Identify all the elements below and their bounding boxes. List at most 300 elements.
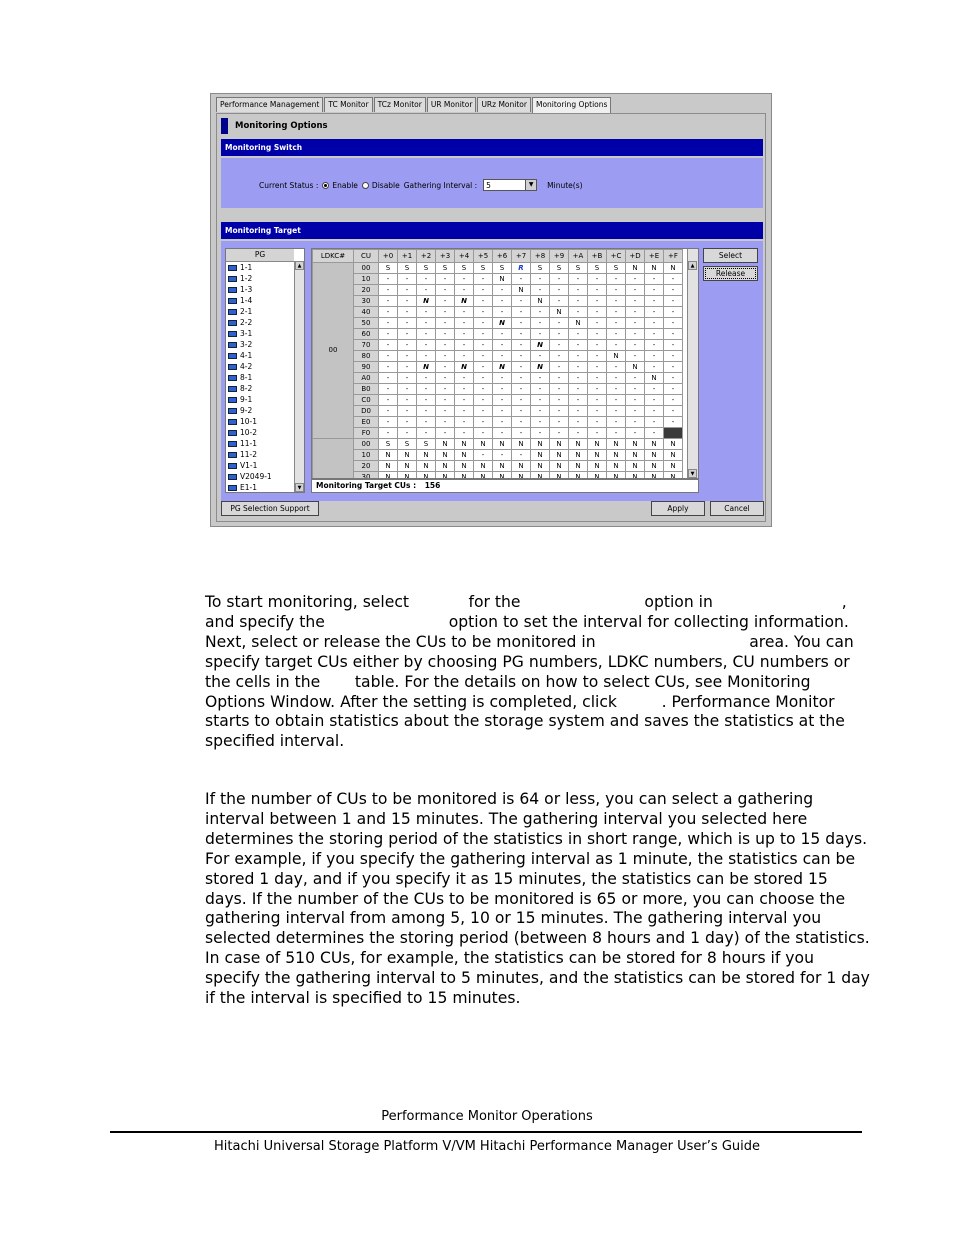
cu-cell[interactable]: - bbox=[436, 329, 455, 340]
cu-header-cell[interactable]: 60 bbox=[354, 329, 379, 340]
scroll-up-icon[interactable]: ▲ bbox=[295, 261, 304, 270]
cu-cell[interactable]: N bbox=[455, 362, 474, 373]
cu-cell[interactable]: S bbox=[455, 263, 474, 274]
cu-cell[interactable]: - bbox=[417, 351, 436, 362]
cu-cell[interactable]: S bbox=[493, 263, 512, 274]
cu-cell[interactable]: - bbox=[607, 428, 626, 439]
cu-cell[interactable]: - bbox=[436, 318, 455, 329]
cu-cell[interactable]: - bbox=[474, 307, 493, 318]
cu-cell[interactable]: N bbox=[569, 450, 588, 461]
cu-cell[interactable]: N bbox=[379, 450, 398, 461]
cu-cell[interactable]: - bbox=[626, 417, 645, 428]
cu-cell[interactable]: N bbox=[645, 373, 664, 384]
cu-cell[interactable]: N bbox=[531, 472, 550, 480]
grid-column-header[interactable]: +6 bbox=[493, 250, 512, 263]
cu-cell[interactable]: - bbox=[645, 417, 664, 428]
cu-cell[interactable]: - bbox=[550, 384, 569, 395]
cu-cell[interactable]: N bbox=[436, 461, 455, 472]
cu-cell[interactable]: - bbox=[626, 296, 645, 307]
cu-cell[interactable]: - bbox=[626, 428, 645, 439]
cu-cell[interactable]: - bbox=[645, 274, 664, 285]
cu-cell[interactable]: N bbox=[398, 450, 417, 461]
pg-list-item[interactable] bbox=[226, 471, 304, 482]
pg-list[interactable] bbox=[225, 248, 305, 493]
cu-cell[interactable]: - bbox=[664, 384, 683, 395]
cu-cell[interactable]: N bbox=[588, 472, 607, 480]
cu-cell[interactable]: - bbox=[645, 362, 664, 373]
cu-cell[interactable]: - bbox=[512, 351, 531, 362]
scroll-down-icon[interactable]: ▼ bbox=[688, 469, 697, 478]
cu-cell[interactable]: - bbox=[512, 340, 531, 351]
cu-cell[interactable]: S bbox=[436, 263, 455, 274]
cu-cell[interactable]: - bbox=[550, 285, 569, 296]
cu-cell[interactable]: N bbox=[436, 439, 455, 450]
cu-cell[interactable]: - bbox=[569, 285, 588, 296]
cu-cell[interactable]: - bbox=[569, 428, 588, 439]
cu-cell[interactable]: - bbox=[474, 384, 493, 395]
pg-list-item[interactable] bbox=[226, 339, 304, 350]
pg-list-item[interactable] bbox=[226, 306, 304, 317]
cu-cell[interactable]: S bbox=[379, 439, 398, 450]
cu-cell[interactable]: - bbox=[493, 428, 512, 439]
cu-cell[interactable]: - bbox=[455, 373, 474, 384]
cu-cell[interactable]: - bbox=[455, 395, 474, 406]
cu-cell[interactable]: - bbox=[493, 296, 512, 307]
cu-cell[interactable]: S bbox=[569, 263, 588, 274]
cu-cell[interactable]: - bbox=[531, 274, 550, 285]
cu-cell[interactable]: - bbox=[474, 340, 493, 351]
cu-cell[interactable]: - bbox=[531, 417, 550, 428]
cu-cell[interactable]: - bbox=[664, 406, 683, 417]
cu-cell[interactable]: N bbox=[626, 461, 645, 472]
cu-cell[interactable]: - bbox=[455, 384, 474, 395]
cu-cell[interactable]: - bbox=[569, 406, 588, 417]
scroll-down-icon[interactable]: ▼ bbox=[295, 483, 304, 492]
cu-cell[interactable]: - bbox=[455, 285, 474, 296]
cu-cell[interactable]: N bbox=[550, 461, 569, 472]
cu-cell[interactable]: S bbox=[417, 439, 436, 450]
cu-cell[interactable]: - bbox=[588, 362, 607, 373]
cu-cell[interactable]: - bbox=[588, 274, 607, 285]
cu-cell[interactable]: - bbox=[474, 285, 493, 296]
cu-cell[interactable]: N bbox=[455, 461, 474, 472]
cu-cell[interactable]: - bbox=[512, 274, 531, 285]
cu-cell[interactable]: - bbox=[531, 285, 550, 296]
grid-column-header[interactable]: +4 bbox=[455, 250, 474, 263]
cu-cell[interactable]: - bbox=[379, 285, 398, 296]
cu-cell[interactable]: - bbox=[436, 285, 455, 296]
cu-cell[interactable]: - bbox=[588, 428, 607, 439]
cu-header-cell[interactable]: 90 bbox=[354, 362, 379, 373]
cu-cell[interactable]: N bbox=[512, 439, 531, 450]
grid-column-header[interactable]: CU bbox=[354, 250, 379, 263]
cu-cell[interactable]: - bbox=[417, 384, 436, 395]
cu-cell[interactable]: - bbox=[531, 373, 550, 384]
cu-cell[interactable]: - bbox=[474, 373, 493, 384]
cu-cell[interactable]: - bbox=[455, 351, 474, 362]
cu-cell[interactable]: N bbox=[531, 296, 550, 307]
cu-cell[interactable]: N bbox=[474, 472, 493, 480]
cu-cell[interactable]: N bbox=[588, 450, 607, 461]
chevron-down-icon[interactable]: ▼ bbox=[525, 180, 536, 190]
cu-cell[interactable]: - bbox=[398, 318, 417, 329]
cu-cell[interactable]: - bbox=[379, 329, 398, 340]
cu-cell[interactable]: N bbox=[664, 472, 683, 480]
cu-cell[interactable]: - bbox=[398, 384, 417, 395]
cu-cell[interactable]: - bbox=[607, 329, 626, 340]
pg-list-item[interactable] bbox=[226, 416, 304, 427]
cu-cell[interactable]: - bbox=[455, 406, 474, 417]
cu-cell[interactable]: N bbox=[626, 362, 645, 373]
cu-cell[interactable]: N bbox=[512, 461, 531, 472]
cu-cell[interactable]: - bbox=[588, 296, 607, 307]
cu-cell[interactable]: - bbox=[588, 285, 607, 296]
cancel-button[interactable]: Cancel bbox=[710, 501, 764, 516]
cu-cell[interactable]: - bbox=[645, 329, 664, 340]
cu-cell[interactable]: - bbox=[436, 384, 455, 395]
cu-cell[interactable]: N bbox=[531, 439, 550, 450]
cu-cell[interactable]: - bbox=[607, 384, 626, 395]
cu-cell[interactable]: - bbox=[493, 417, 512, 428]
cu-cell[interactable]: - bbox=[455, 307, 474, 318]
cu-cell[interactable]: S bbox=[531, 263, 550, 274]
pg-list-item[interactable] bbox=[226, 361, 304, 372]
cu-cell[interactable]: - bbox=[550, 406, 569, 417]
cu-cell[interactable]: - bbox=[550, 340, 569, 351]
cu-cell[interactable]: N bbox=[645, 450, 664, 461]
cu-cell[interactable]: N bbox=[436, 472, 455, 480]
grid-column-header[interactable]: +F bbox=[664, 250, 683, 263]
cu-cell[interactable]: - bbox=[379, 318, 398, 329]
cu-cell[interactable]: - bbox=[531, 406, 550, 417]
cu-cell[interactable]: N bbox=[664, 450, 683, 461]
cu-cell[interactable]: - bbox=[398, 362, 417, 373]
cu-cell[interactable]: - bbox=[512, 384, 531, 395]
cu-cell[interactable]: - bbox=[569, 373, 588, 384]
cu-cell[interactable]: N bbox=[626, 439, 645, 450]
cu-cell[interactable]: N bbox=[664, 461, 683, 472]
cu-cell[interactable]: - bbox=[550, 329, 569, 340]
cu-cell[interactable]: - bbox=[398, 274, 417, 285]
cu-cell[interactable]: N bbox=[493, 274, 512, 285]
select-button[interactable]: Select bbox=[703, 248, 758, 263]
cu-cell[interactable]: - bbox=[664, 285, 683, 296]
cu-cell[interactable]: - bbox=[398, 329, 417, 340]
cu-cell[interactable]: - bbox=[417, 285, 436, 296]
cu-cell[interactable]: - bbox=[607, 307, 626, 318]
cu-cell[interactable]: - bbox=[550, 296, 569, 307]
cu-cell[interactable] bbox=[664, 428, 683, 439]
cu-cell[interactable]: - bbox=[664, 329, 683, 340]
cu-cell[interactable]: N bbox=[569, 461, 588, 472]
cu-cell[interactable]: - bbox=[531, 318, 550, 329]
tab-ur-monitor[interactable]: UR Monitor bbox=[427, 97, 477, 112]
cu-cell[interactable]: - bbox=[398, 428, 417, 439]
tab-performance-management[interactable]: Performance Management bbox=[216, 97, 323, 112]
cu-cell[interactable]: N bbox=[474, 439, 493, 450]
pg-list-item[interactable] bbox=[226, 405, 304, 416]
pg-list-item[interactable] bbox=[226, 383, 304, 394]
cu-cell[interactable]: - bbox=[664, 373, 683, 384]
grid-column-header[interactable]: +A bbox=[569, 250, 588, 263]
cu-cell[interactable]: - bbox=[436, 395, 455, 406]
cu-cell[interactable]: - bbox=[550, 417, 569, 428]
cu-cell[interactable]: - bbox=[379, 274, 398, 285]
cu-cell[interactable]: N bbox=[607, 351, 626, 362]
cu-cell[interactable]: - bbox=[455, 428, 474, 439]
cu-cell[interactable]: - bbox=[398, 296, 417, 307]
cu-cell[interactable]: N bbox=[455, 472, 474, 480]
cu-cell[interactable]: - bbox=[569, 384, 588, 395]
cu-cell[interactable]: - bbox=[474, 395, 493, 406]
cu-header-cell[interactable]: A0 bbox=[354, 373, 379, 384]
cu-cell[interactable]: - bbox=[436, 417, 455, 428]
cu-cell[interactable]: N bbox=[531, 362, 550, 373]
apply-button[interactable]: Apply bbox=[651, 501, 705, 516]
cu-cell[interactable]: N bbox=[512, 285, 531, 296]
cu-cell[interactable]: N bbox=[531, 340, 550, 351]
cu-cell[interactable]: - bbox=[664, 307, 683, 318]
cu-cell[interactable]: - bbox=[531, 395, 550, 406]
cu-cell[interactable]: - bbox=[569, 417, 588, 428]
cu-header-cell[interactable]: 10 bbox=[354, 274, 379, 285]
cu-cell[interactable]: - bbox=[512, 318, 531, 329]
grid-column-header[interactable]: LDKC# bbox=[313, 250, 354, 263]
cu-header-cell[interactable]: C0 bbox=[354, 395, 379, 406]
cu-cell[interactable]: - bbox=[417, 406, 436, 417]
cu-cell[interactable]: - bbox=[588, 406, 607, 417]
cu-cell[interactable]: N bbox=[645, 439, 664, 450]
cu-cell[interactable]: - bbox=[531, 329, 550, 340]
pg-list-item[interactable] bbox=[226, 438, 304, 449]
cu-cell[interactable]: - bbox=[436, 340, 455, 351]
cu-cell[interactable]: S bbox=[417, 263, 436, 274]
grid-column-header[interactable]: +0 bbox=[379, 250, 398, 263]
cu-cell[interactable]: - bbox=[626, 384, 645, 395]
cu-cell[interactable]: - bbox=[664, 274, 683, 285]
cu-cell[interactable]: - bbox=[398, 395, 417, 406]
cu-cell[interactable]: - bbox=[607, 285, 626, 296]
cu-cell[interactable]: - bbox=[493, 351, 512, 362]
cu-cell[interactable]: - bbox=[607, 318, 626, 329]
cu-cell[interactable]: - bbox=[455, 329, 474, 340]
cu-cell[interactable]: - bbox=[436, 406, 455, 417]
pg-list-item[interactable] bbox=[226, 372, 304, 383]
cu-cell[interactable]: - bbox=[512, 329, 531, 340]
cu-cell[interactable]: - bbox=[455, 274, 474, 285]
ldkc-cell[interactable] bbox=[313, 439, 354, 480]
cu-cell[interactable]: N bbox=[645, 263, 664, 274]
cu-cell[interactable]: - bbox=[417, 340, 436, 351]
tab-urz-monitor[interactable]: URz Monitor bbox=[477, 97, 531, 112]
grid-column-header[interactable]: +C bbox=[607, 250, 626, 263]
cu-cell[interactable]: - bbox=[512, 307, 531, 318]
grid-column-header[interactable]: +D bbox=[626, 250, 645, 263]
cu-cell[interactable]: - bbox=[569, 395, 588, 406]
cu-cell[interactable]: - bbox=[379, 417, 398, 428]
cu-cell[interactable]: N bbox=[607, 439, 626, 450]
cu-cell[interactable]: - bbox=[512, 362, 531, 373]
gathering-interval-select[interactable] bbox=[483, 179, 537, 191]
cu-cell[interactable]: - bbox=[379, 384, 398, 395]
cu-cell[interactable]: - bbox=[664, 318, 683, 329]
cu-cell[interactable]: - bbox=[474, 450, 493, 461]
cu-cell[interactable]: N bbox=[531, 450, 550, 461]
cu-cell[interactable]: - bbox=[626, 329, 645, 340]
cu-cell[interactable]: N bbox=[474, 461, 493, 472]
cu-cell[interactable]: - bbox=[436, 351, 455, 362]
cu-cell[interactable]: S bbox=[398, 263, 417, 274]
cu-cell[interactable]: - bbox=[645, 395, 664, 406]
cu-cell[interactable]: - bbox=[379, 406, 398, 417]
cu-cell[interactable]: - bbox=[588, 340, 607, 351]
cu-cell[interactable]: N bbox=[550, 439, 569, 450]
tab-monitoring-options[interactable]: Monitoring Options bbox=[532, 97, 611, 113]
pg-list-item[interactable] bbox=[226, 394, 304, 405]
cu-cell[interactable]: - bbox=[512, 417, 531, 428]
cu-cell[interactable]: - bbox=[588, 395, 607, 406]
cu-cell[interactable]: S bbox=[588, 263, 607, 274]
cu-cell[interactable]: - bbox=[436, 428, 455, 439]
cu-cell[interactable]: S bbox=[398, 439, 417, 450]
grid-column-header[interactable]: +2 bbox=[417, 250, 436, 263]
cu-cell[interactable]: - bbox=[379, 296, 398, 307]
cu-cell[interactable]: - bbox=[569, 307, 588, 318]
disable-radio[interactable] bbox=[362, 182, 369, 189]
cu-cell[interactable]: - bbox=[569, 351, 588, 362]
cu-cell[interactable]: N bbox=[417, 362, 436, 373]
cu-cell[interactable]: N bbox=[417, 450, 436, 461]
cu-cell[interactable]: - bbox=[607, 417, 626, 428]
cu-cell[interactable]: - bbox=[493, 329, 512, 340]
cu-cell[interactable]: N bbox=[550, 307, 569, 318]
cu-cell[interactable]: - bbox=[531, 351, 550, 362]
pg-list-item[interactable] bbox=[226, 262, 304, 273]
cu-cell[interactable]: - bbox=[379, 340, 398, 351]
cu-cell[interactable]: - bbox=[417, 329, 436, 340]
cu-cell[interactable]: - bbox=[588, 318, 607, 329]
cu-cell[interactable]: - bbox=[607, 296, 626, 307]
cu-cell[interactable]: - bbox=[417, 428, 436, 439]
ldkc-cell[interactable]: 00 bbox=[313, 263, 354, 439]
cu-cell[interactable]: - bbox=[493, 340, 512, 351]
cu-cell[interactable]: - bbox=[588, 307, 607, 318]
cu-cell[interactable]: - bbox=[626, 307, 645, 318]
cu-cell[interactable]: - bbox=[550, 351, 569, 362]
cu-cell[interactable]: - bbox=[436, 307, 455, 318]
pg-list-item[interactable] bbox=[226, 273, 304, 284]
cu-cell[interactable]: - bbox=[569, 340, 588, 351]
cu-cell[interactable]: N bbox=[379, 472, 398, 480]
pg-list-item[interactable] bbox=[226, 317, 304, 328]
cu-cell[interactable]: - bbox=[569, 329, 588, 340]
cu-cell[interactable]: N bbox=[550, 450, 569, 461]
cu-cell[interactable]: - bbox=[436, 274, 455, 285]
cu-cell[interactable]: - bbox=[588, 351, 607, 362]
cu-cell[interactable]: - bbox=[512, 428, 531, 439]
cu-cell[interactable]: - bbox=[455, 318, 474, 329]
pg-list-item[interactable] bbox=[226, 284, 304, 295]
cu-cell[interactable]: N bbox=[398, 472, 417, 480]
cu-cell[interactable]: - bbox=[588, 417, 607, 428]
tab-tcz-monitor[interactable]: TCz Monitor bbox=[374, 97, 426, 112]
cu-cell[interactable]: - bbox=[588, 329, 607, 340]
cu-cell[interactable]: - bbox=[626, 340, 645, 351]
cu-cell[interactable]: - bbox=[493, 285, 512, 296]
cu-cell[interactable]: N bbox=[626, 472, 645, 480]
cu-cell[interactable]: N bbox=[493, 439, 512, 450]
cu-cell[interactable]: - bbox=[607, 362, 626, 373]
cu-cell[interactable]: - bbox=[531, 307, 550, 318]
cu-cell[interactable]: - bbox=[417, 318, 436, 329]
cu-cell[interactable]: - bbox=[379, 351, 398, 362]
cu-cell[interactable]: N bbox=[417, 461, 436, 472]
cu-cell[interactable]: - bbox=[550, 274, 569, 285]
cu-cell[interactable]: - bbox=[417, 274, 436, 285]
cu-cell[interactable]: - bbox=[626, 274, 645, 285]
cu-cell[interactable]: - bbox=[626, 395, 645, 406]
cu-cell[interactable]: - bbox=[474, 351, 493, 362]
cu-header-cell[interactable]: 40 bbox=[354, 307, 379, 318]
cu-cell[interactable]: N bbox=[455, 296, 474, 307]
cu-cell[interactable]: - bbox=[664, 395, 683, 406]
cu-cell[interactable]: - bbox=[550, 395, 569, 406]
cu-cell[interactable]: - bbox=[645, 406, 664, 417]
cu-cell[interactable]: - bbox=[474, 274, 493, 285]
cu-cell[interactable]: - bbox=[474, 296, 493, 307]
cu-cell[interactable]: - bbox=[645, 384, 664, 395]
cu-cell[interactable]: N bbox=[588, 461, 607, 472]
cu-cell[interactable]: - bbox=[645, 318, 664, 329]
cu-cell[interactable]: N bbox=[588, 439, 607, 450]
cu-cell[interactable]: S bbox=[550, 263, 569, 274]
cu-cell[interactable]: - bbox=[664, 340, 683, 351]
cu-cell[interactable]: N bbox=[455, 439, 474, 450]
cu-cell[interactable]: - bbox=[455, 340, 474, 351]
cu-cell[interactable]: N bbox=[493, 472, 512, 480]
cu-cell[interactable]: - bbox=[588, 373, 607, 384]
cu-cell[interactable]: - bbox=[398, 417, 417, 428]
pg-list-item[interactable] bbox=[226, 328, 304, 339]
cu-cell[interactable]: - bbox=[398, 340, 417, 351]
cu-cell[interactable]: N bbox=[626, 263, 645, 274]
release-button[interactable]: Release bbox=[703, 266, 758, 281]
grid-column-header[interactable]: +E bbox=[645, 250, 664, 263]
cu-header-cell[interactable]: 20 bbox=[354, 461, 379, 472]
cu-cell[interactable]: - bbox=[550, 428, 569, 439]
cu-cell[interactable]: - bbox=[626, 406, 645, 417]
tab-tc-monitor[interactable]: TC Monitor bbox=[324, 97, 372, 112]
cu-cell[interactable]: N bbox=[417, 296, 436, 307]
grid-column-header[interactable]: +1 bbox=[398, 250, 417, 263]
cu-cell[interactable]: - bbox=[474, 362, 493, 373]
cu-cell[interactable]: - bbox=[626, 318, 645, 329]
cu-cell[interactable]: - bbox=[626, 373, 645, 384]
cu-cell[interactable]: - bbox=[607, 373, 626, 384]
grid-column-header[interactable]: +3 bbox=[436, 250, 455, 263]
cu-cell[interactable]: S bbox=[379, 263, 398, 274]
cu-cell[interactable]: - bbox=[417, 307, 436, 318]
cu-cell[interactable]: - bbox=[474, 417, 493, 428]
cu-cell[interactable]: N bbox=[398, 461, 417, 472]
cu-cell[interactable]: - bbox=[493, 384, 512, 395]
cu-header-cell[interactable]: 50 bbox=[354, 318, 379, 329]
cu-cell[interactable]: N bbox=[569, 472, 588, 480]
cu-header-cell[interactable]: 00 bbox=[354, 263, 379, 274]
cu-cell[interactable]: - bbox=[664, 296, 683, 307]
cu-cell[interactable]: - bbox=[417, 395, 436, 406]
cu-cell[interactable]: N bbox=[645, 472, 664, 480]
